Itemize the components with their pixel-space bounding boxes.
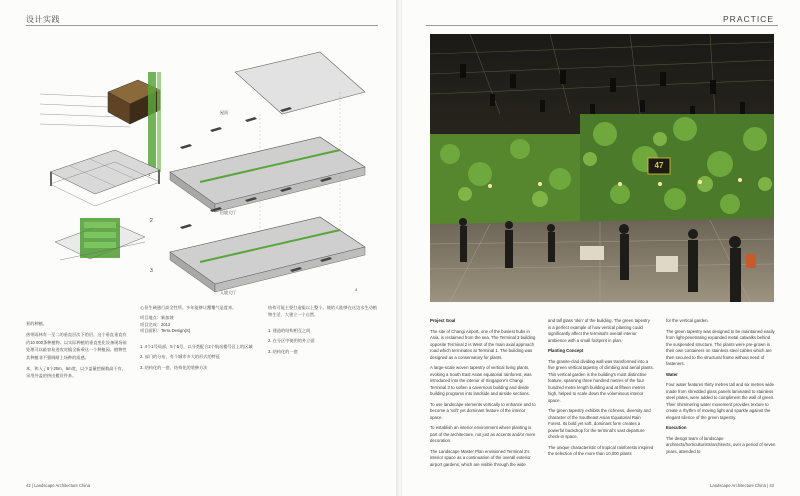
arrival-hall-label: 入境大厅 [220, 290, 236, 295]
en-text-column-2 [548, 318, 654, 462]
cn-paragraph: 结构可能主要打造能以上整个。使的人能够在这边水生动植物生活，大建立一个自然。 [268, 305, 377, 318]
cn-paragraph: 热带雨林有一至二的垂直层次下的层。这个垂直垂直有约10 000条种植物。以实际种植的垂直变化设备现场前处理可以最容易进攻对搞全新乘这一个种植园。植物性其种植非不强调耐上场种的质感。 [26, 332, 127, 360]
en-text-column-3 [666, 318, 776, 459]
cn-text-column-3 [268, 304, 378, 358]
project-info-line: 项目完成：2013 [140, 321, 171, 327]
gate-number-sign: 47 [654, 161, 664, 170]
header-rule [426, 25, 778, 26]
figure-caption: 1. 4个1号局部，5个5号，以分类配合2个航站楼号区上的区域 [140, 343, 253, 349]
cn-text-column-2 [140, 304, 258, 374]
folio-left: 42 | Landscape Architecture China [26, 483, 90, 488]
en-paragraph: The granite-clad dividing wall was transformed into a five green vertical tapestry of climbing and aerial plants. This vertical garden is the building's most distinctive feature, spanning three hundred metres of the four hundred metre length building and at fifteen metres high, helped to scale down the voluminous interior space. [548, 358, 654, 403]
figure-caption: 1. 建造的结构相互之间 [268, 327, 311, 333]
figure-caption: 3. 结构化的一套 [268, 348, 298, 354]
section-heading: Water [666, 371, 678, 377]
roof-label: 屋顶 [220, 110, 228, 115]
en-paragraph: To establish an interior environment where planting is part of the architecture, not just as accents and/or mere decoration. [430, 425, 536, 443]
section-heading: Project Goal [430, 318, 456, 323]
exploded-axonometric-diagram [20, 32, 390, 302]
en-paragraph: The green tapestry was designed to be maintained easily from light-penetrating expanded metal catwalks behind the suspended structure. The plants were pre-grown in their own containers on stainless steel cables which are then secured to the structural frame without need of fasteners. [666, 328, 775, 366]
en-paragraph: Four water features thirty metres tall and six metres wide made from shredded glass panels laminated to stainless steel plates, were added to compliment the wall of green. Their shimmering water movement provides texture to create a rhythm of moving light and sparkle against the elegant silence of the green tapestry. [666, 382, 775, 420]
fig3-green-grid [55, 218, 153, 274]
en-paragraph: The green tapestry exhibits the richness, diversity and character of the Southeast Asian Equatorial Rain Forest. Its bold yet soft, dominant form creates a powerful backdrop for the terminal's vast departure check-in space. [548, 408, 651, 439]
en-paragraph: The design team of landscape architects/horticulturists/architects, over a period of seven years, attended to [666, 435, 776, 454]
folio-right: Landscape Architecture China | 43 [710, 483, 774, 488]
fig1-number: 1 [148, 172, 151, 177]
cn-paragraph: 心但生硬通行高全性所。多年能够让覆覆气是度来。 [140, 305, 237, 310]
section-heading: Planting Concept [548, 348, 584, 353]
en-paragraph: The unique characteristic of tropical rainforests inspired the selection of the more than 10,000 plants [548, 444, 654, 456]
en-paragraph: A large-scale woven tapestry of vertical living plants, evoking a South East Asian equatorial rainforest, was introduced into the interior of Singapore's Changi Terminal 3 to soften a cavernous building and divide building programs into landside and airside sections. [430, 365, 532, 396]
en-paragraph: for the vertical garden. [666, 318, 709, 323]
cn-paragraph: 本，和入了8个20m、6m宽，以少盖量挖掘数高于有，采用外盖的挤出搬设件来。 [26, 366, 127, 379]
figure-captions [140, 343, 258, 371]
figure-captions [268, 327, 378, 355]
section-label-cn: 设计实践 [26, 15, 60, 24]
fig2-number: 2 [150, 218, 153, 224]
departure-hall-label: 出境大厅 [220, 210, 236, 215]
cn-paragraph: 景的种植。 [26, 321, 47, 326]
cn-text-column-1 [26, 320, 130, 384]
en-paragraph: The Landscape Master Plan envisioned Terminal 3's interior space as a continuation of the overall exterior airport gardens, which are visible through the wide [430, 448, 531, 467]
figure-caption: 2. 在分区中使用的外立面 [268, 338, 315, 344]
en-text-column-1 [430, 318, 536, 472]
fig4-number: 4 [355, 287, 358, 292]
left-page [0, 0, 398, 496]
en-paragraph: and tall glass 'skin' of the building. The green tapestry is a perfect example of how vertical planting could significantly affect the terminal's overall interior ambience with a small footprint in plan. [548, 318, 650, 343]
figure-caption: 2. 部门的分布，有个城市多大的形式的特征 [140, 354, 221, 360]
header-rule [26, 25, 378, 26]
project-info [140, 315, 258, 335]
project-info-line: 项目地点：新加坡 [140, 315, 174, 321]
section-label-en: PRACTICE [723, 14, 774, 24]
fig2-frame [50, 150, 160, 224]
right-page [402, 0, 800, 496]
fig4-terminal [170, 52, 365, 292]
terminal-green-wall-photo [430, 34, 774, 302]
section-heading: Execution [666, 425, 687, 430]
figure-caption: 3. 结构化的一套，结构化的装修方法 [140, 364, 208, 370]
en-paragraph: To use landscape elements vertically to enhance and to become a 'soft' yet dominant feature of the interior space. [430, 401, 536, 420]
en-paragraph: The site of Changi Airport, one of the busiest hubs in Asia, is reclaimed from the sea. The Terminal 3 building opposite Terminal 2 is West of the main axial approach road which terminates at Terminal 1. The building was designed as a conservatory for plants. [430, 328, 536, 360]
project-info-line: 项目面积：Terra Design(S) [140, 328, 191, 334]
fig3-number: 3 [150, 268, 153, 274]
